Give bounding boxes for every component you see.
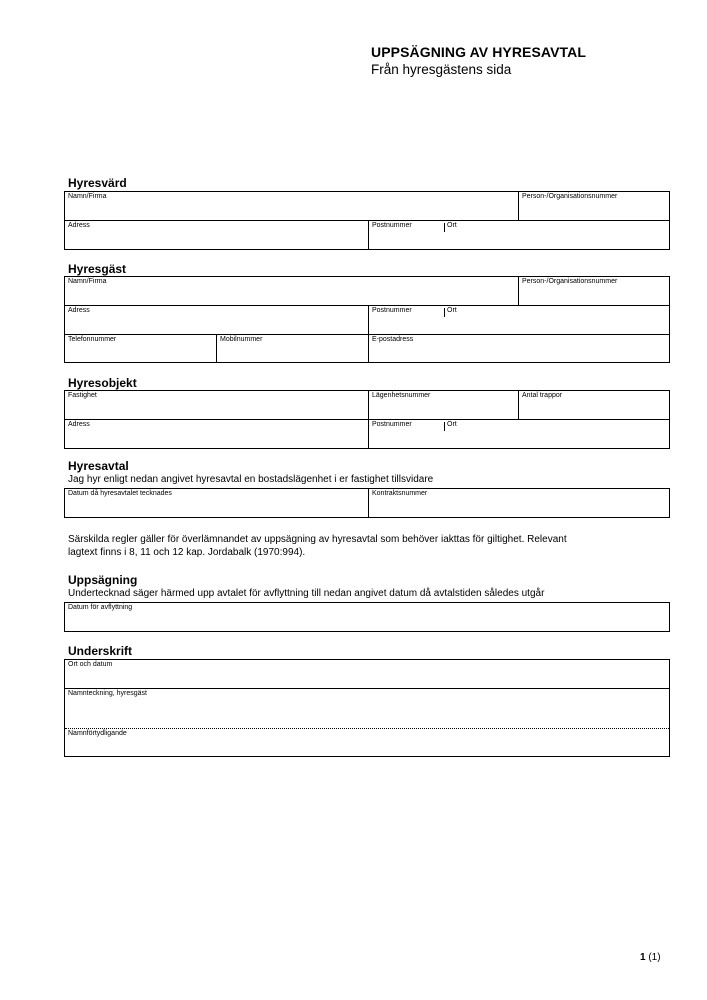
section-heading-hyresgast: Hyresgäst [68,262,127,276]
legal-notice-line-2: lagtext finns i 8, 11 och 12 kap. Jordabalk (1970:994). [68,547,306,558]
field-label: Postnummer [372,222,412,229]
page-number [640,952,661,963]
field-label: Person-/Organisationsnummer [522,193,618,200]
avflyttning-datum-field[interactable] [65,603,669,631]
section-heading-hyresobjekt: Hyresobjekt [68,376,137,390]
hyresgast-row-2 [65,306,669,335]
ort-separator [444,422,445,431]
field-label: Antal trappor [522,392,563,399]
underskrift-row-1 [65,660,669,689]
hyresobjekt-lagenhetsnr-field[interactable] [368,391,518,419]
underskrift-row-2 [65,689,669,729]
field-label: Datum då hyresavtalet tecknades [68,490,172,497]
hyresgast-epost-field[interactable] [368,335,669,362]
section-heading-hyresvard: Hyresvärd [68,176,127,190]
document-title: UPPSÄGNING AV HYRESAVTAL [371,44,587,60]
underskrift-box [64,659,670,757]
hyresvard-postnummer-field[interactable] [368,221,444,249]
hyresobjekt-fastighet-field[interactable] [65,391,368,419]
hyresgast-box [64,276,670,363]
hyresavtal-row-1 [65,489,669,517]
field-label: Postnummer [372,421,412,428]
hyresgast-postnummer-field[interactable] [368,306,444,334]
hyresavtal-box [64,488,670,518]
hyresobjekt-row-1 [65,391,669,420]
field-label: Namn/Firma [68,278,107,285]
underskrift-row-3 [65,729,669,756]
field-label: Datum för avflyttning [68,604,133,611]
namnteckning-field[interactable] [65,689,669,728]
ort-datum-field[interactable] [65,660,669,688]
hyresgast-row-3 [65,335,669,362]
uppsagning-subtext: Undertecknad säger härmed upp avtalet för avflyttning till nedan angivet datum då avtalstiden således utgår [68,588,545,599]
section-heading-hyresavtal: Hyresavtal [68,459,129,473]
field-label: Ort [447,307,457,314]
hyresobjekt-ort-field[interactable] [444,420,669,448]
ort-separator [444,308,445,317]
legal-notice-line-1: Särskilda regler gäller för överlämnandet av uppsägning av hyresavtal som behöver iakttas för giltighet. Relevant [68,534,567,545]
hyresavtal-kontraktsnr-field[interactable] [368,489,669,517]
ort-separator [444,223,445,232]
field-label: Person-/Organisationsnummer [522,278,618,285]
hyresgast-namn-field[interactable] [65,277,518,305]
hyresavtal-datum-field[interactable] [65,489,368,517]
hyresvard-adress-field[interactable] [65,221,368,249]
field-label: Postnummer [372,307,412,314]
hyresobjekt-box [64,390,670,449]
section-heading-underskrift: Underskrift [68,644,133,658]
field-label: Adress [68,222,90,229]
field-label: Adress [68,421,90,428]
page-current: 1 [640,952,646,963]
hyresgast-mobil-field[interactable] [216,335,368,362]
field-label: Namn/Firma [68,193,107,200]
hyresobjekt-postnummer-field[interactable] [368,420,444,448]
hyresgast-row-1 [65,277,669,306]
hyresgast-adress-field[interactable] [65,306,368,334]
field-label: Telefonnummer [68,336,117,343]
field-label: Namnförtydligande [68,730,127,737]
hyresgast-personnr-field[interactable] [518,277,669,305]
hyresobjekt-adress-field[interactable] [65,420,368,448]
field-label: Ort [447,421,457,428]
section-heading-uppsagning: Uppsägning [68,573,138,587]
field-label: Ort och datum [68,661,113,668]
hyresvard-personnr-field[interactable] [518,192,669,220]
field-label: Kontraktsnummer [372,490,428,497]
uppsagning-row-1 [65,603,669,631]
field-label: Mobilnummer [220,336,263,343]
hyresgast-ort-field[interactable] [444,306,669,334]
field-label: E-postadress [372,336,414,343]
field-label: Fastighet [68,392,97,399]
field-label: Lägenhetsnummer [372,392,431,399]
hyresvard-row-1 [65,192,669,221]
document-subtitle: Från hyresgästens sida [371,62,512,77]
legal-notice [68,533,628,559]
hyresavtal-subtext: Jag hyr enligt nedan angivet hyresavtal en bostadslägenhet i er fastighet tillsvidare [68,474,434,485]
hyresobjekt-trappor-field[interactable] [518,391,669,419]
field-label: Namnteckning, hyresgäst [68,690,147,697]
hyresvard-namn-field[interactable] [65,192,518,220]
field-label: Ort [447,222,457,229]
hyresobjekt-row-2 [65,420,669,448]
hyresvard-box [64,191,670,250]
hyresvard-row-2 [65,221,669,249]
uppsagning-box [64,602,670,632]
hyresvard-ort-field[interactable] [444,221,669,249]
field-label: Adress [68,307,90,314]
namnfortydligande-field[interactable] [65,729,669,756]
hyresgast-telefon-field[interactable] [65,335,216,362]
page-total: (1) [648,952,661,963]
